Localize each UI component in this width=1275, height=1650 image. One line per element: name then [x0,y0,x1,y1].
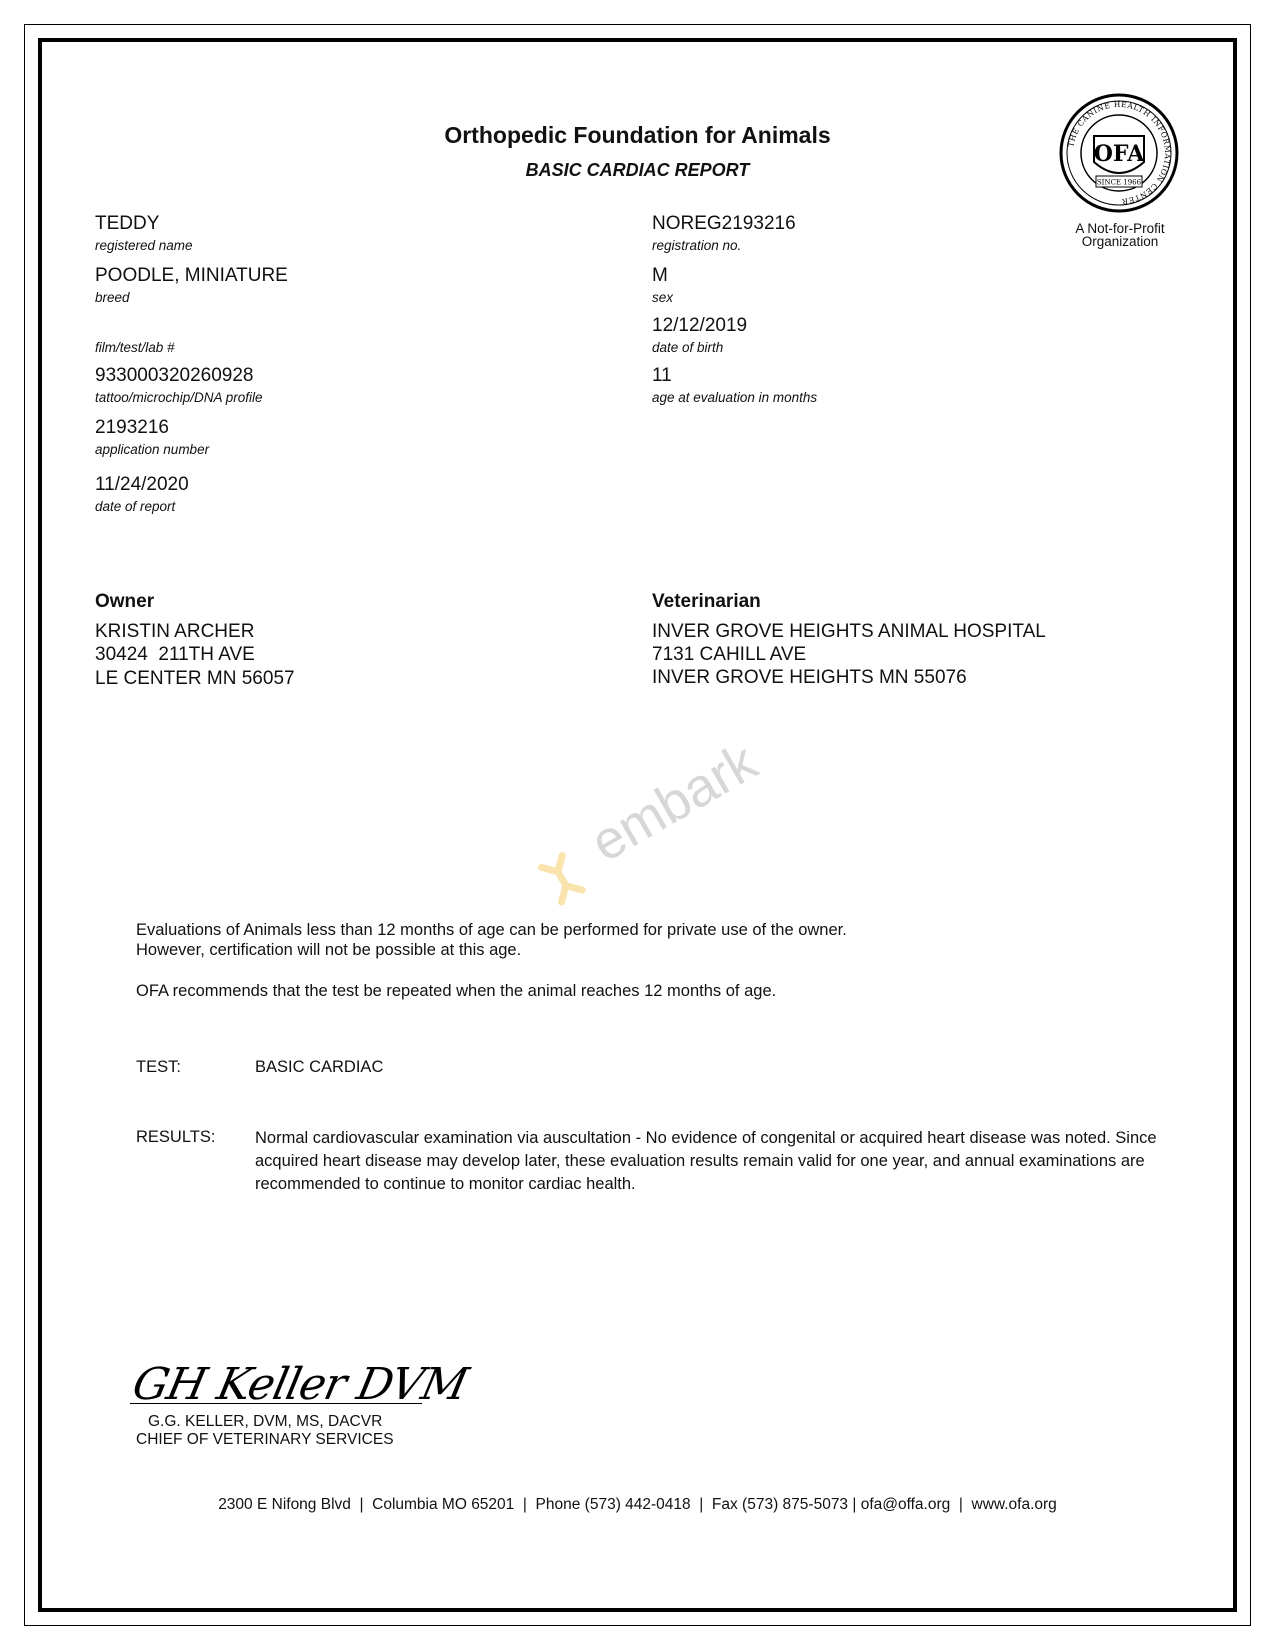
embark-watermark [535,731,795,915]
report-title: Orthopedic Foundation for Animals [444,122,831,148]
owner-street: 30424 211TH AVE [95,644,255,665]
sex-value: M [652,265,668,286]
signature-line [130,1403,422,1404]
signatory-title: CHIEF OF VETERINARY SERVICES [136,1431,394,1448]
date-of-birth-label: date of birth [652,340,724,355]
veterinarian-city: INVER GROVE HEIGHTS MN 55076 [652,667,967,688]
report-subtitle: BASIC CARDIAC REPORT [525,160,750,180]
watermark-text: embark [581,731,767,874]
registered-name-value: TEDDY [95,213,160,234]
breed-label: breed [95,290,130,305]
notice-line-3: OFA recommends that the test be repeated when the animal reaches 12 months of age. [136,982,777,1000]
owner-heading: Owner [95,591,155,612]
film-test-lab-label: film/test/lab # [95,340,175,355]
date-of-report-value: 11/24/2020 [95,474,189,495]
application-number-label: application number [95,442,210,457]
veterinarian-street: 7131 CAHILL AVE [652,644,807,665]
results-value: Normal cardiovascular examination via auscultation - No evidence of congenital or acquired heart disease was noted. Since acquired heart disease may develop later, these evaluation results remain valid for one year, and annual examinations are recommended to continue to monitor cardiac health. [255,1129,1157,1193]
registration-no-value: NOREG2193216 [652,213,796,234]
veterinarian-name: INVER GROVE HEIGHTS ANIMAL HOSPITAL [652,621,1046,642]
test-value: BASIC CARDIAC [255,1058,384,1076]
application-number-value: 2193216 [95,417,169,438]
date-of-birth-value: 12/12/2019 [652,315,748,336]
breed-value: POODLE, MINIATURE [95,265,288,286]
signature-text: GH Keller DVM [128,1359,472,1410]
age-months-value: 11 [652,365,672,386]
registration-no-label: registration no. [652,238,742,253]
microchip-label: tattoo/microchip/DNA profile [95,390,263,405]
notice-line-2: However, certification will not be possible at this age. [136,941,522,959]
results-label: RESULTS: [136,1128,216,1146]
ofa-seal-logo [1058,92,1180,214]
veterinarian-heading: Veterinarian [652,591,761,612]
seal-ring-text: THE CANINE HEALTH INFORMATION CENTER [1066,99,1173,206]
notice-line-1: Evaluations of Animals less than 12 months of age can be performed for private use of the owner. [136,921,847,939]
owner-name: KRISTIN ARCHER [95,621,255,642]
org-note: A Not-for-Profit Organization [1075,221,1165,249]
age-months-label: age at evaluation in months [652,390,818,405]
test-label: TEST: [136,1058,181,1076]
owner-city: LE CENTER MN 56057 [95,668,295,689]
signature-image [128,1345,472,1410]
signatory-name: G.G. KELLER, DVM, MS, DACVR [148,1413,383,1430]
sex-label: sex [652,290,674,305]
seal-center-text: OFA [1093,141,1145,167]
date-of-report-label: date of report [95,499,176,514]
microchip-value: 933000320260928 [95,365,254,386]
registered-name-label: registered name [95,238,193,253]
footer-contact: 2300 E Nifong Blvd | Columbia MO 65201 | Phone (573) 442-0418 | Fax (573) 875-5073 | ofa@offa.org | www.ofa.org [218,1496,1057,1513]
seal-since-text: SINCE 1966 [1096,178,1142,187]
